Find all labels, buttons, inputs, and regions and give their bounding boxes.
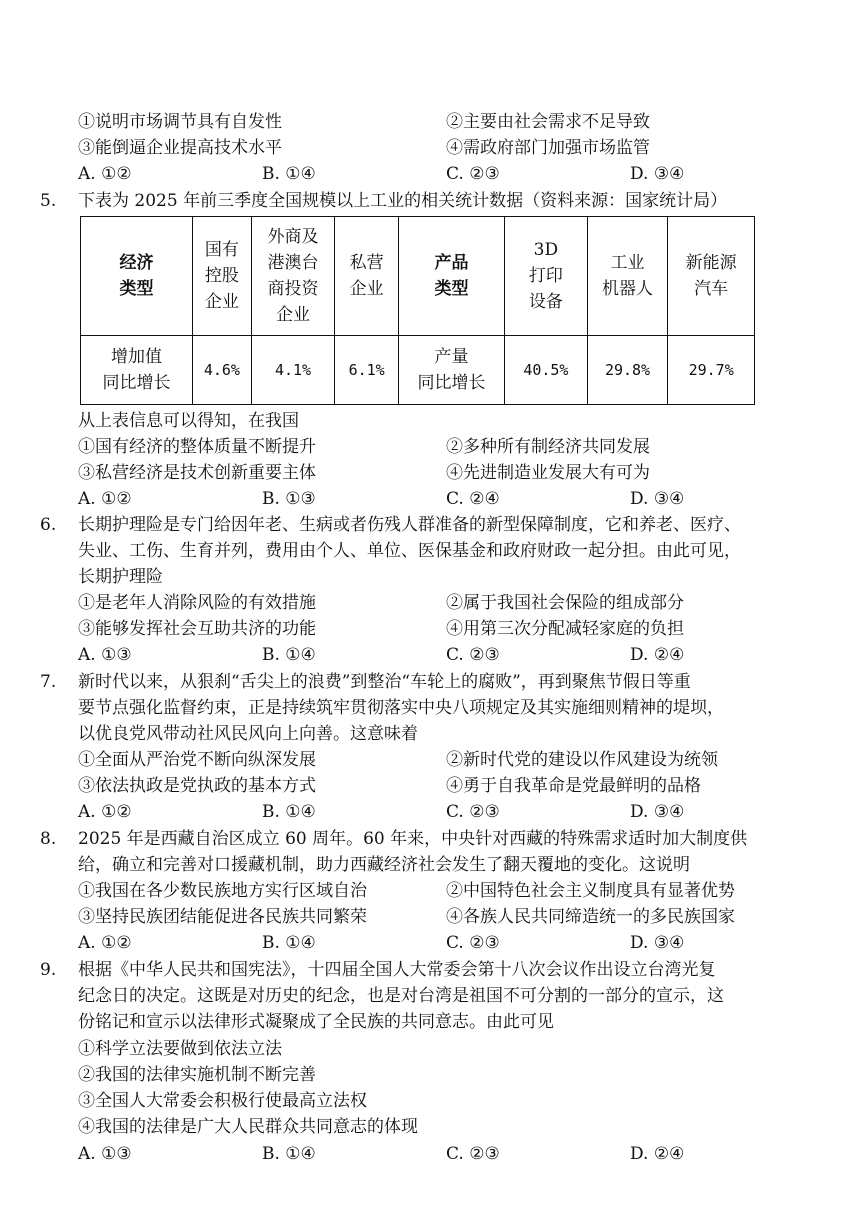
table-header-row	[81, 217, 755, 336]
q6-number: 6.	[40, 515, 57, 535]
q6-stem-line-3: 长期护理险	[78, 567, 163, 587]
q6-option-1: ①是老年人消除风险的有效措施	[78, 593, 316, 613]
q4-answer-a: A. ①②	[78, 164, 132, 184]
value-industrial-robot: 29.8%	[587, 336, 668, 405]
q9-answer-a: A. ①③	[78, 1144, 132, 1164]
q5-option-1: ①国有经济的整体质量不断提升	[78, 437, 316, 457]
q9-stem-line-3: 份铭记和宣示以法律形式凝聚成了全民族的共同意志。由此可见	[78, 1012, 554, 1032]
q5-option-4: ④先进制造业发展大有可为	[446, 463, 650, 483]
q8-option-3: ③坚持民族团结能促进各民族共同繁荣	[78, 907, 367, 927]
q6-option-3: ③能够发挥社会互助共济的功能	[78, 619, 316, 639]
q7-number: 7.	[40, 672, 57, 692]
q8-answer-b: B. ①④	[262, 933, 316, 953]
header-text: 外商及	[267, 227, 319, 247]
header-text: 企业	[276, 305, 311, 325]
q7-answer-c: C. ②③	[446, 802, 500, 822]
q5-option-3: ③私营经济是技术创新重要主体	[78, 463, 316, 483]
q5-option-2: ②多种所有制经济共同发展	[446, 437, 650, 457]
header-economy-type	[81, 217, 193, 336]
q9-number: 9.	[40, 960, 57, 980]
q6-option-4: ④用第三次分配减轻家庭的负担	[446, 619, 684, 639]
header-foreign-invested	[251, 217, 335, 336]
q5-stem: 下表为 2025 年前三季度全国规模以上工业的相关统计数据（资料来源：国家统计局）	[78, 191, 728, 211]
q4-option-2: ②主要由社会需求不足导致	[446, 112, 650, 132]
q6-option-2: ②属于我国社会保险的组成部分	[446, 593, 684, 613]
value-3d-printing: 40.5%	[505, 336, 588, 405]
q8-answer-c: C. ②③	[446, 933, 500, 953]
q7-answer-a: A. ①②	[78, 802, 132, 822]
header-text: 打印	[528, 266, 563, 286]
header-text: 设备	[528, 292, 563, 312]
q7-stem-line-2: 要节点强化监督约束，正是持续筑牢贯彻落实中央八项规定及其实施细则精神的堤坝，	[78, 698, 724, 718]
q7-stem-line-3: 以优良党风带动社风民风向上向善。这意味着	[78, 724, 418, 744]
q9-answer-b: B. ①④	[262, 1144, 316, 1164]
q8-option-2: ②中国特色社会主义制度具有显著优势	[446, 881, 735, 901]
header-text: 企业	[349, 279, 384, 299]
header-text: 工业	[610, 253, 645, 273]
table-data-row	[81, 336, 755, 405]
q8-option-1: ①我国在各少数民族地方实行区域自治	[78, 881, 367, 901]
header-text: 商投资	[267, 279, 319, 299]
header-text: 经济	[119, 253, 154, 273]
q7-option-2: ②新时代党的建设以作风建设为统领	[446, 750, 718, 770]
header-text: 企业	[204, 292, 239, 312]
header-text: 港澳台	[267, 253, 319, 273]
header-text: 产品	[434, 253, 469, 273]
header-state-owned	[193, 217, 252, 336]
value-new-energy-vehicle: 29.7%	[668, 336, 755, 405]
q9-stem-line-1: 根据《中华人民共和国宪法》，十四届全国人大常委会第十八次会议作出设立台湾光复	[78, 960, 716, 980]
q8-answer-a: A. ①②	[78, 933, 132, 953]
q7-option-4: ④勇于自我革命是党最鲜明的品格	[446, 776, 701, 796]
header-text: 汽车	[694, 279, 729, 299]
q4-option-1: ①说明市场调节具有自发性	[78, 112, 282, 132]
q9-stem-line-2: 纪念日的决定。这既是对历史的纪念，也是对台湾是祖国不可分割的一部分的宣示，这	[78, 986, 724, 1006]
q7-option-1: ①全面从严治党不断向纵深发展	[78, 750, 316, 770]
q9-option-4: ④我国的法律是广大人民群众共同意志的体现	[78, 1117, 418, 1137]
header-text: 新能源	[685, 253, 737, 273]
header-industrial-robot	[587, 217, 668, 336]
q4-answer-b: B. ①④	[262, 164, 316, 184]
q9-answer-c: C. ②③	[446, 1144, 500, 1164]
q6-answer-b: B. ①④	[262, 645, 316, 665]
header-product-type	[399, 217, 505, 336]
header-text: 控股	[204, 266, 239, 286]
q6-answer-c: C. ②③	[446, 645, 500, 665]
q7-option-3: ③依法执政是党执政的基本方式	[78, 776, 316, 796]
q8-option-4: ④各族人民共同缔造统一的多民族国家	[446, 907, 735, 927]
q4-answer-d: D. ③④	[630, 164, 685, 184]
q8-number: 8.	[40, 829, 57, 849]
q5-answer-d: D. ③④	[630, 489, 685, 509]
row-label-output	[399, 336, 505, 405]
q8-stem-line-1: 2025 年是西藏自治区成立 60 周年。60 年来，中央针对西藏的特殊需求适时加大制度供	[78, 829, 748, 849]
header-text: 私营	[349, 253, 384, 273]
q5-answer-c: C. ②④	[446, 489, 500, 509]
value-foreign-invested: 4.1%	[251, 336, 335, 405]
q4-answer-c: C. ②③	[446, 164, 500, 184]
row-label-text: 增加值	[111, 347, 162, 367]
q5-lead: 从上表信息可以得知，在我国	[78, 411, 299, 431]
q8-answer-d: D. ③④	[630, 933, 685, 953]
row-label-text: 产量	[434, 347, 469, 367]
row-label-text: 同比增长	[102, 373, 171, 393]
q4-option-3: ③能倒逼企业提高技术水平	[78, 138, 282, 158]
header-text: 类型	[119, 279, 154, 299]
value-private: 6.1%	[335, 336, 399, 405]
q7-stem-line-1: 新时代以来，从狠刹“舌尖上的浪费”到整治“车轮上的腐败”，再到聚焦节假日等重	[78, 672, 691, 692]
q6-stem-line-1: 长期护理险是专门给因年老、生病或者伤残人群准备的新型保障制度，它和养老、医疗、	[78, 515, 741, 535]
header-text: 类型	[434, 279, 469, 299]
header-new-energy-vehicle	[668, 217, 755, 336]
q6-answer-d: D. ②④	[630, 645, 685, 665]
header-text: 国有	[204, 240, 239, 260]
q5-answer-b: B. ①③	[262, 489, 316, 509]
q6-stem-line-2: 失业、工伤、生育并列，费用由个人、单位、医保基金和政府财政一起分担。由此可见，	[78, 541, 741, 561]
q5-statistics-table	[80, 216, 755, 405]
q7-answer-b: B. ①④	[262, 802, 316, 822]
q8-stem-line-2: 给，确立和完善对口援藏机制，助力西藏经济社会发生了翻天覆地的变化。这说明	[78, 855, 690, 875]
row-label-text: 同比增长	[417, 373, 486, 393]
header-text: 3D	[533, 240, 559, 260]
q4-option-4: ④需政府部门加强市场监管	[446, 138, 650, 158]
q5-answer-a: A. ①②	[78, 489, 132, 509]
row-label-value-added	[81, 336, 193, 405]
header-private	[335, 217, 399, 336]
q6-answer-a: A. ①③	[78, 645, 132, 665]
header-text: 机器人	[602, 279, 654, 299]
header-3d-printing	[505, 217, 588, 336]
cut-off-next-line	[70, 1210, 490, 1216]
q9-option-1: ①科学立法要做到依法立法	[78, 1039, 282, 1059]
q9-option-3: ③全国人大常委会积极行使最高立法权	[78, 1091, 367, 1111]
q5-number: 5.	[40, 191, 57, 211]
value-state-owned: 4.6%	[193, 336, 252, 405]
q7-answer-d: D. ③④	[630, 802, 685, 822]
q9-answer-d: D. ②④	[630, 1144, 685, 1164]
q9-option-2: ②我国的法律实施机制不断完善	[78, 1065, 316, 1085]
